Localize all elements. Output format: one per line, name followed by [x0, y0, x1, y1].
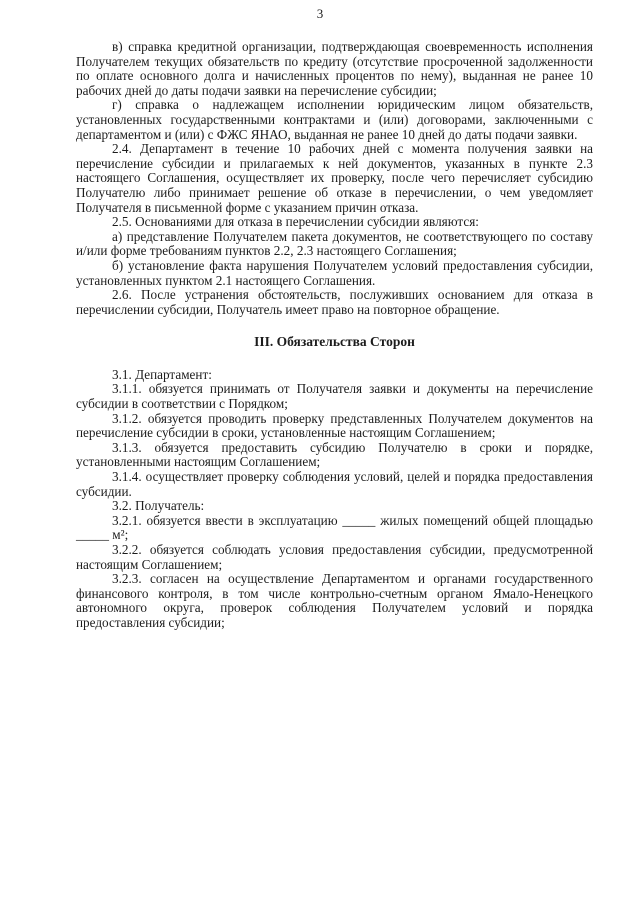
paragraph-2-6: 2.6. После устранения обстоятельств, послуживших основанием для отказа в перечислении субсидии, Получатель имеет право на повторное обращение.	[76, 287, 593, 317]
paragraph-2-3-v: в) справка кредитной организации, подтверждающая своевременность исполнения Получателем текущих обязательств по кредиту (отсутствие просроченной задолженности по оплате основного долга и начисленных процентов по нему), выданная не ранее 10 рабочих дней до даты подачи заявки на перечисление субсидии;	[76, 39, 593, 98]
paragraph-2-3-g: г) справка о надлежащем исполнении юридическим лицом обязательств, установленных государственными контрактами и (или) договорами, заключенными с департаментом и (или) с ФЖС ЯНАО, выданная не ранее 10 дней до даты подачи заявки.	[76, 97, 593, 142]
paragraph-3-1: 3.1. Департамент:	[112, 366, 212, 382]
paragraph-3-1-3: 3.1.3. обязуется предоставить субсидию Получателю в сроки и порядке, установленными настоящим Соглашением;	[76, 439, 593, 470]
paragraph-3-2-3: 3.2.3. согласен на осуществление Департаментом и органами государственного финансового контроля, в том числе контрольно-счетным органом Ямало-Ненецкого автономного округа, проверок соблюдения Получателем условий и порядка предоставления субсидии;	[76, 571, 593, 630]
paragraph-3-2-1: 3.2.1. обязуется ввести в эксплуатацию _____ жилых помещений общей площадью _____ м²;	[76, 512, 593, 543]
document-body	[76, 40, 593, 631]
page-number: 3	[316, 6, 324, 21]
paragraph-2-5-a: а) представление Получателем пакета документов, не соответствующего по составу и/или форме требованиям пунктов 2.2, 2.3 настоящего Соглашения;	[76, 228, 593, 259]
paragraph-3-1-1: 3.1.1. обязуется принимать от Получателя заявки и документы на перечисление субсидии в соответствии с Порядком;	[76, 381, 593, 412]
paragraph-3-1-2: 3.1.2. обязуется проводить проверку представленных Получателем документов на перечисление субсидии в сроки, установленные настоящим Соглашением;	[76, 410, 593, 441]
section-title: III. Обязательства Сторон	[254, 334, 415, 350]
paragraph-3-2: 3.2. Получатель:	[112, 498, 205, 514]
paragraph-3-1-4: 3.1.4. осуществляет проверку соблюдения условий, целей и порядка предоставления субсидии.	[76, 469, 593, 499]
paragraph-2-5-b: б) установление факта нарушения Получателем условий предоставления субсидии, установленных пунктом 2.1 настоящего Соглашения.	[76, 257, 593, 288]
paragraph-2-4: 2.4. Департамент в течение 10 рабочих дней с момента получения заявки на перечисление субсидии и прилагаемых к ней документов, указанных в пункте 2.3 настоящего Соглашения, осуществляет их проверку, после чего перечисляет субсидию Получателю либо принимает решение об отказе в перечислении, о чем уведомляет Получателя в письменной форме с указанием причин отказа.	[76, 141, 593, 215]
paragraph-2-5: 2.5. Основаниями для отказа в перечислении субсидии являются:	[112, 214, 479, 230]
paragraph-3-2-2: 3.2.2. обязуется соблюдать условия предоставления субсидии, предусмотренной настоящим Соглашением;	[76, 542, 593, 572]
